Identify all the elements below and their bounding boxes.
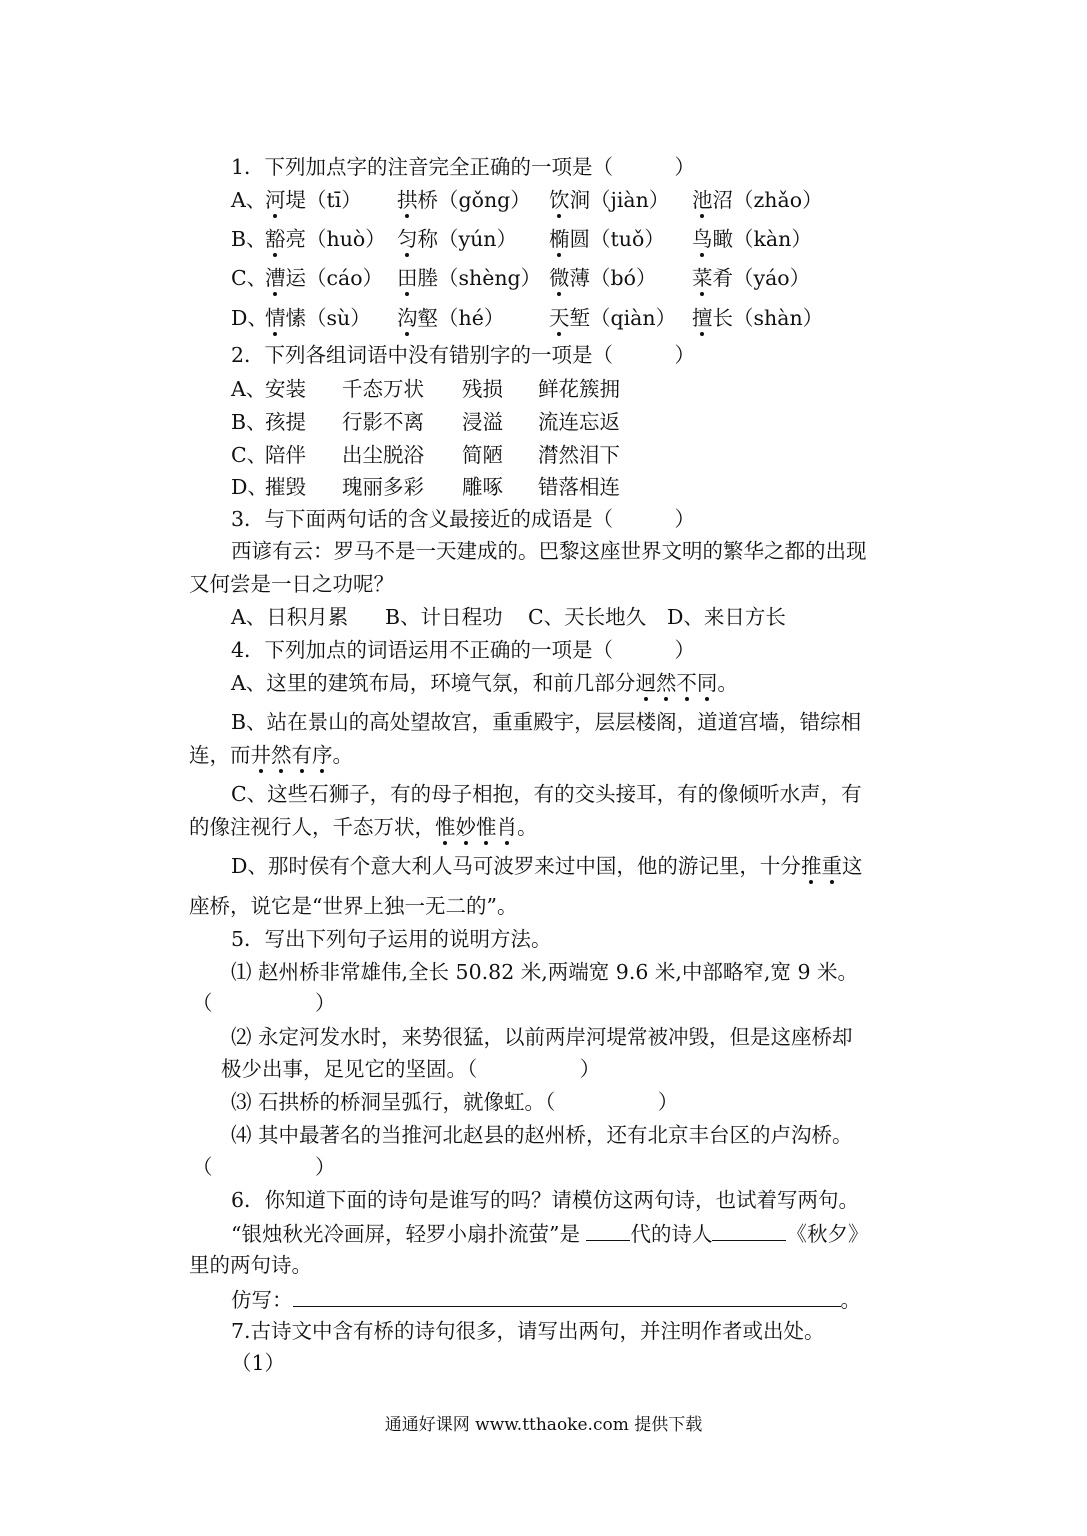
plain-char: 愫 — [285, 306, 306, 330]
plain-char: 涧 — [569, 188, 590, 212]
q5-answer-1[interactable]: （ ） — [192, 991, 336, 1015]
q6-dynasty-blank[interactable] — [586, 1222, 630, 1241]
pinyin: （gǒng） — [438, 188, 531, 212]
q3-passage-line2: 又何尝是一日之功呢？ — [189, 572, 394, 596]
plain-char: 亮 — [285, 227, 306, 251]
q1-word — [692, 190, 823, 211]
plain-char: 薄 — [569, 266, 590, 290]
pinyin: （shèng） — [438, 266, 542, 290]
q1-word — [692, 229, 812, 250]
q1-word — [397, 229, 517, 250]
pinyin: （tī） — [306, 188, 362, 212]
q2-word: 千态万状 — [342, 377, 424, 401]
q5-sentence-4: ⑷ 其中最著名的当推河北赵县的赵州桥，还有北京丰台区的卢沟桥。 — [231, 1123, 853, 1147]
pinyin: （jiàn） — [590, 188, 670, 212]
q5-answer-4[interactable]: （ ） — [192, 1155, 336, 1179]
q2-word: 雕啄 — [462, 475, 503, 499]
pinyin: （qiàn） — [590, 306, 677, 330]
pinyin: （cáo） — [306, 266, 384, 290]
q1-word — [397, 190, 531, 211]
q7-item-1: （1） — [231, 1351, 286, 1375]
q4-a-dotted-word: 迥然不同 — [635, 671, 718, 695]
q1-word — [692, 308, 823, 329]
q2-word: 残损 — [462, 377, 503, 401]
q6-imitate-line: 仿写： 。 — [231, 1288, 861, 1312]
plain-char: 圆 — [569, 227, 590, 251]
q1-word — [692, 268, 810, 289]
pinyin: （yún） — [438, 227, 517, 251]
q1-option-label: B、 — [231, 227, 267, 251]
q2-word: 浸溢 — [462, 410, 503, 434]
q6-poet-blank[interactable] — [712, 1222, 786, 1241]
q4-stem: 4．下列加点的词语运用不正确的一项是（ ） — [231, 638, 696, 662]
pinyin: （zhǎo） — [733, 188, 823, 212]
q2-word: 错落相连 — [538, 475, 620, 499]
page-footer: 通通好课网 www.tthaoke.com 提供下载 — [384, 1415, 703, 1435]
q1-option-label: A、 — [231, 188, 267, 212]
plain-char: 堤 — [285, 188, 306, 212]
q4-option-d-line2: 座桥，说它是“世界上独一无二的”。 — [189, 894, 518, 918]
q1-word — [265, 268, 383, 289]
pinyin: （sù） — [306, 306, 371, 330]
q7-stem: 7.古诗文中含有桥的诗句很多，请写出两句，并注明作者或出处。 — [231, 1319, 825, 1343]
dotted-char: 拱 — [397, 188, 418, 212]
q2-option-label: A、 — [231, 377, 267, 401]
q2-option-label: C、 — [231, 443, 268, 467]
q4-d-dotted-word: 推重 — [800, 854, 842, 878]
dotted-char: 鸟 — [692, 227, 713, 251]
q2-word: 鲜花簇拥 — [538, 377, 620, 401]
dotted-char: 漕 — [265, 266, 286, 290]
q3-option-a: A、日积月累 — [231, 605, 349, 629]
plain-char: 桥 — [417, 188, 438, 212]
pinyin: （yáo） — [733, 266, 811, 290]
pinyin: （tuǒ） — [590, 227, 665, 251]
q2-word: 出尘脱浴 — [342, 443, 424, 467]
pinyin: （shàn） — [733, 306, 824, 330]
q4-b-dotted-word: 井然有序 — [250, 743, 333, 767]
q3-option-d: D、来日方长 — [667, 605, 786, 629]
q2-word: 流连忘返 — [538, 410, 620, 434]
plain-char: 称 — [417, 227, 438, 251]
q2-word: 陪伴 — [265, 443, 306, 467]
q1-word — [397, 308, 504, 329]
q4-option-c-line2: 的像注视行人，千态万状，惟妙惟肖。 — [189, 815, 538, 839]
q4-c-dotted-word: 惟妙惟肖 — [435, 815, 517, 839]
plain-char: 堑 — [569, 306, 590, 330]
q2-stem: 2．下列各组词语中没有错别字的一项是（ ） — [231, 343, 696, 367]
q1-option-label: D、 — [231, 306, 268, 330]
plain-char: 壑 — [417, 306, 438, 330]
q2-word: 行影不离 — [342, 410, 424, 434]
q4-option-b-line1: B、站在景山的高处望故宫，重重殿宇，层层楼阁，道道宫墙，错综相 — [231, 710, 862, 734]
q6-stem: 6．你知道下面的诗句是谁写的吗？请模仿这两句诗，也试着写两句。 — [231, 1188, 860, 1212]
q5-sentence-2-line1: ⑵ 永定河发水时，来势很猛，以前两岸河堤常被冲毁，但是这座桥却 — [231, 1025, 853, 1049]
dotted-char: 匀 — [397, 227, 418, 251]
q2-option-label: D、 — [231, 475, 268, 499]
q6-poem-line2: 里的两句诗。 — [189, 1253, 312, 1277]
plain-char: 长 — [712, 306, 733, 330]
q1-word — [265, 190, 362, 211]
q1-word — [265, 308, 371, 329]
dotted-char: 微 — [549, 266, 570, 290]
pinyin: （hé） — [438, 306, 505, 330]
dotted-char: 池 — [692, 188, 713, 212]
pinyin: （bó） — [590, 266, 657, 290]
dotted-char: 椭 — [549, 227, 570, 251]
q4-option-a: A、这里的建筑布局，环境气氛，和前几部分迥然不同。 — [231, 671, 738, 695]
q2-word: 安装 — [265, 377, 306, 401]
pinyin: （huò） — [306, 227, 386, 251]
q4-option-d-line1: D、那时侯有个意大利人马可波罗来过中国，他的游记里，十分推重这 — [231, 854, 863, 878]
q2-word: 简陋 — [462, 443, 503, 467]
q5-sentence-3: ⑶ 石拱桥的桥洞呈弧行，就像虹。（ ） — [231, 1090, 679, 1114]
q2-word: 瑰丽多彩 — [342, 475, 424, 499]
q1-stem: 1．下列加点字的注音完全正确的一项是（ ） — [231, 155, 696, 179]
dotted-char: 河 — [265, 188, 286, 212]
plain-char: 塍 — [417, 266, 438, 290]
dotted-char: 田 — [397, 266, 418, 290]
dotted-char: 菜 — [692, 266, 713, 290]
q3-passage-line1: 西谚有云：罗马不是一天建成的。巴黎这座世界文明的繁华之都的出现 — [231, 539, 867, 563]
q2-word: 摧毁 — [265, 475, 306, 499]
q5-sentence-2-line2: 极少出事，足见它的坚固。（ ） — [221, 1057, 601, 1081]
q6-poem-line: “银烛秋光冷画屏，轻罗小扇扑流萤”是 代的诗人 《秋夕》 — [231, 1222, 869, 1246]
q4-option-b-line2: 连，而井然有序。 — [189, 743, 353, 767]
dotted-char: 情 — [265, 306, 286, 330]
q3-option-b: B、计日程功 — [385, 605, 503, 629]
q2-option-label: B、 — [231, 410, 267, 434]
dotted-char: 擅 — [692, 306, 713, 330]
q3-option-c: C、天长地久 — [528, 605, 647, 629]
plain-char: 瞰 — [712, 227, 733, 251]
dotted-char: 沟 — [397, 306, 418, 330]
q1-option-label: C、 — [231, 266, 268, 290]
dotted-char: 豁 — [265, 227, 286, 251]
q6-imitate-blank[interactable] — [293, 1288, 841, 1307]
q1-word — [265, 229, 386, 250]
q1-word — [549, 229, 665, 250]
dotted-char: 饮 — [549, 188, 570, 212]
plain-char: 沼 — [712, 188, 733, 212]
q4-option-c-line1: C、这些石狮子，有的母子相抱，有的交头接耳，有的像倾听水声，有 — [231, 782, 862, 806]
plain-char: 运 — [285, 266, 306, 290]
q2-word: 潸然泪下 — [538, 443, 620, 467]
plain-char: 肴 — [712, 266, 733, 290]
q2-word: 孩提 — [265, 410, 306, 434]
dotted-char: 天 — [549, 306, 570, 330]
q5-stem: 5．写出下列句子运用的说明方法。 — [231, 927, 552, 951]
pinyin: （kàn） — [733, 227, 812, 251]
q1-word — [549, 190, 669, 211]
q1-word — [397, 268, 541, 289]
q5-sentence-1: ⑴ 赵州桥非常雄伟,全长 50.82 米,两端宽 9.6 米,中部略窄,宽 9 米。 — [231, 960, 859, 984]
q1-word — [549, 308, 676, 329]
q1-word — [549, 268, 656, 289]
q3-stem: 3．与下面两句话的含义最接近的成语是（ ） — [231, 507, 696, 531]
